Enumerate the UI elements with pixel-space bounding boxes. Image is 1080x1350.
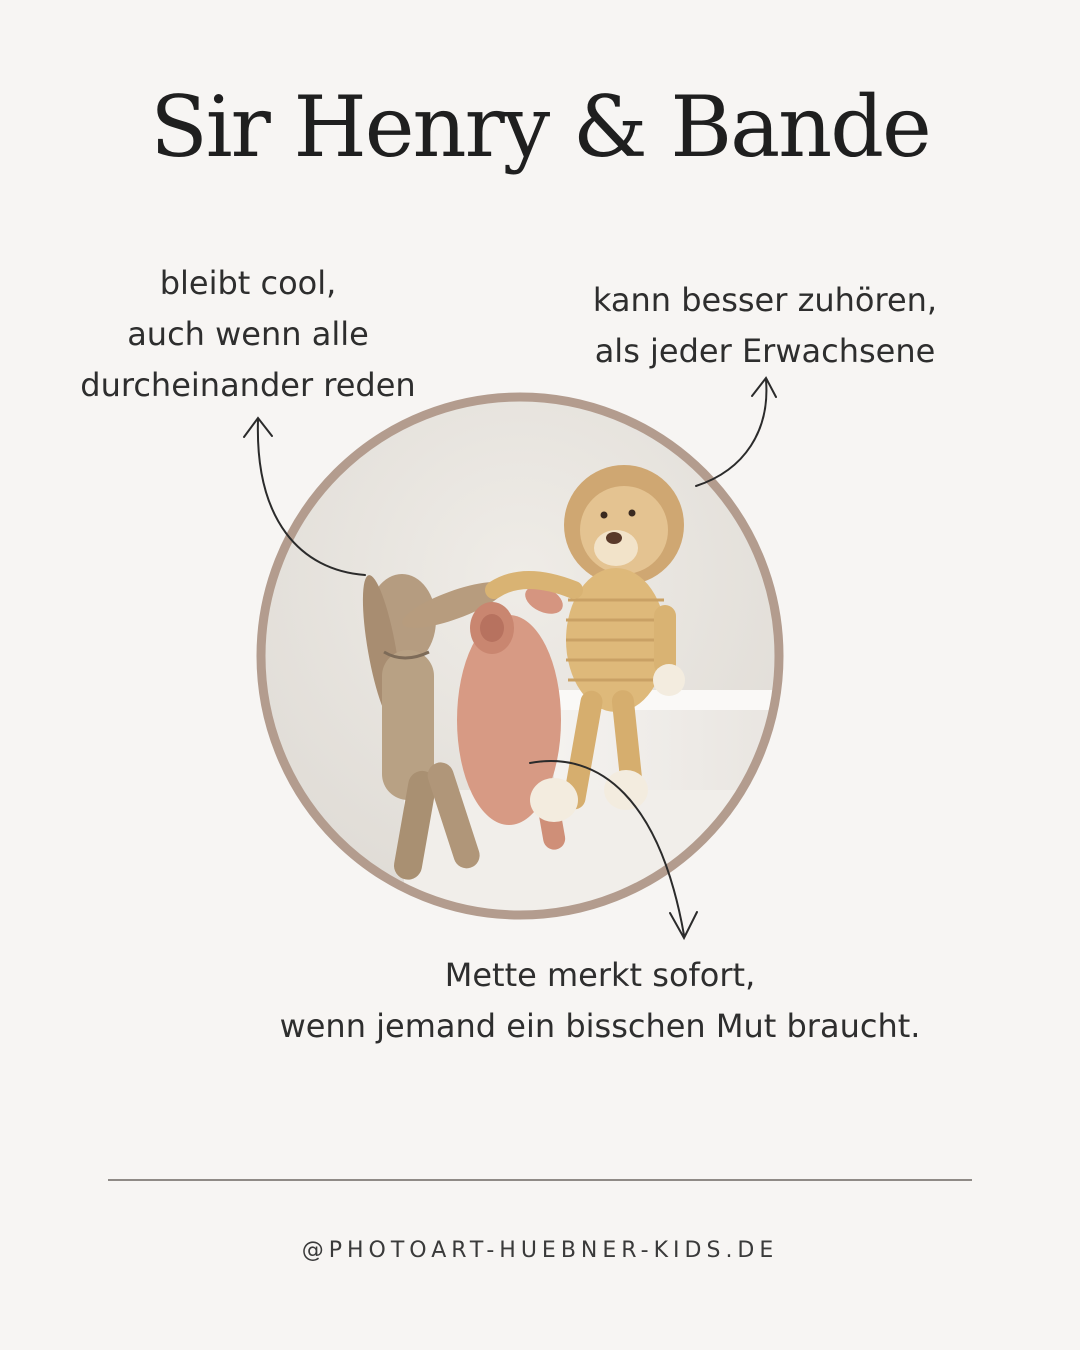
note-left-line: bleibt cool, [159,264,337,302]
footer-handle: @PHOTOART-HUEBNER-KIDS.DE [301,1238,779,1263]
arrow-bottom-icon [530,761,697,938]
arrow-left-icon [244,418,365,575]
note-right-line: kann besser zuhören, [592,281,938,319]
page-title: Sir Henry & Bande [150,78,930,176]
arrow-right-icon [696,378,776,486]
note-left-line: durcheinander reden [80,366,416,404]
note-right-line: als jeder Erwachsene [594,332,936,370]
note-bottom-line: wenn jemand ein bisschen Mut braucht. [279,1007,921,1045]
divider [108,1179,972,1181]
note-bottom-line: Mette merkt sofort, [444,956,756,994]
note-left-line: auch wenn alle [127,315,369,353]
